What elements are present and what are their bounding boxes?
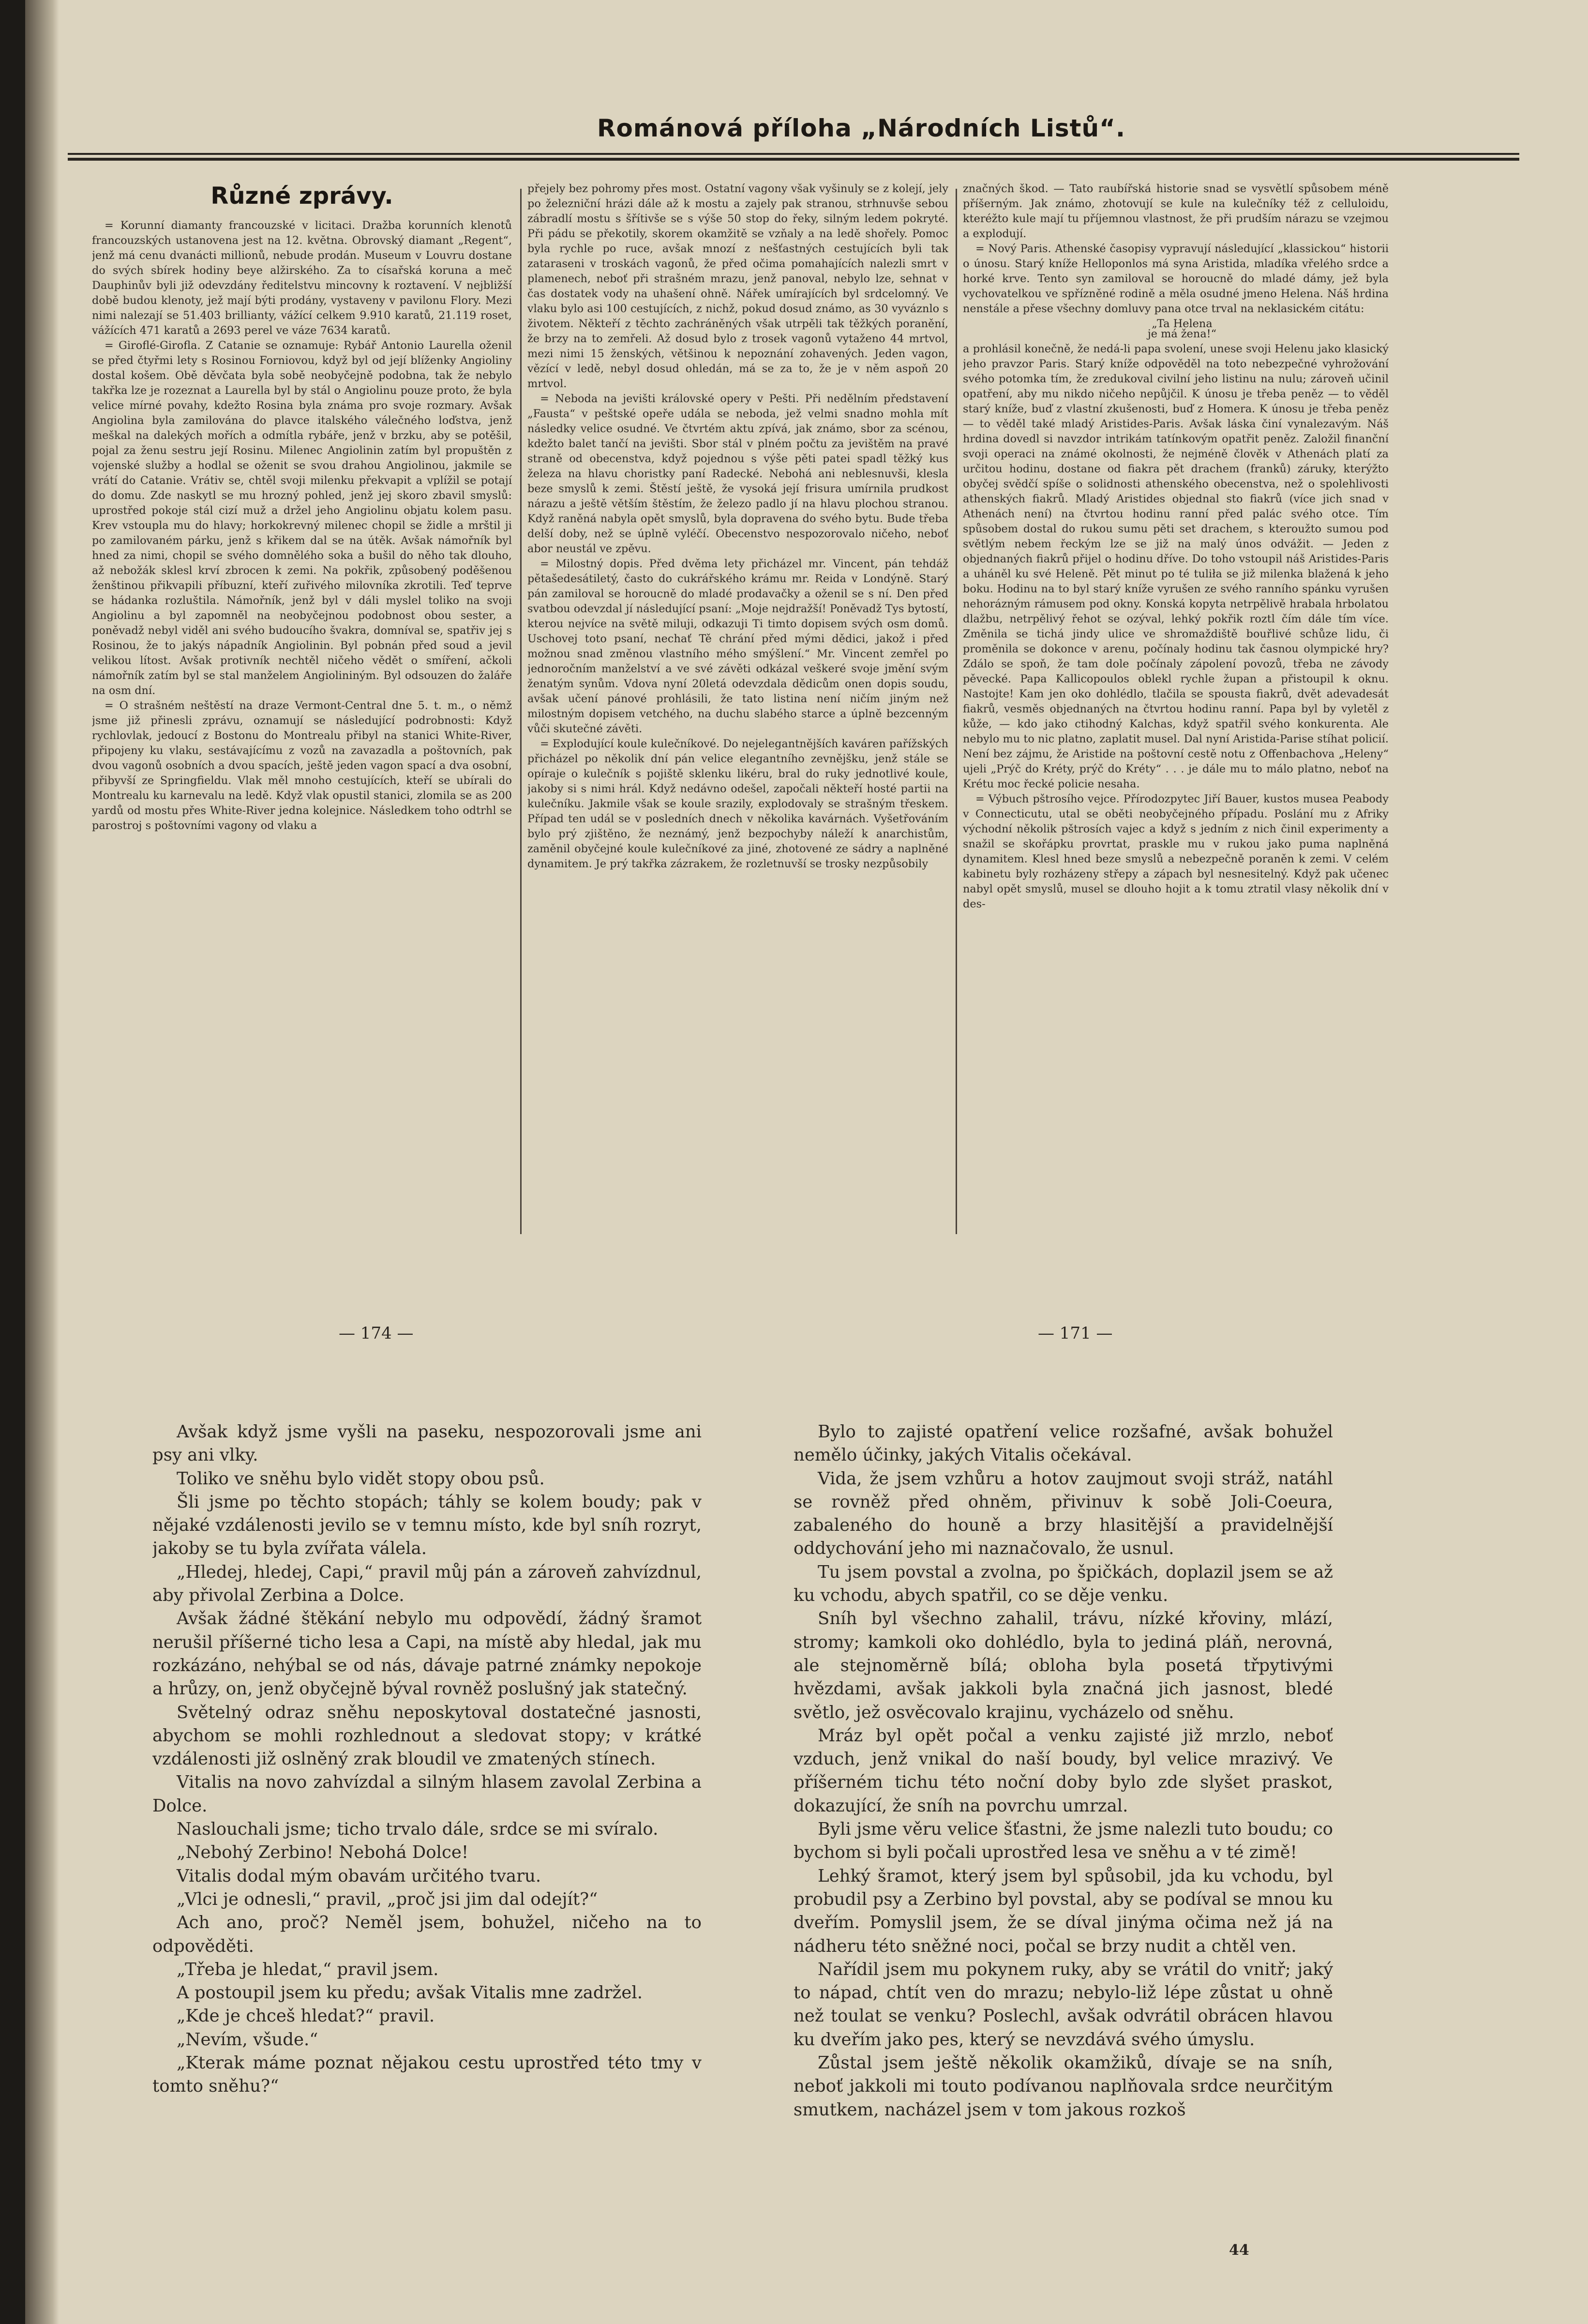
news-item-billiard-cont: značných škod. — Tato raubířská historie snad se vysvětlí spůsobem méně příšerným. Jak známo, zhotovují se kule na kulečníky též z celluloidu, kteréžto kule mají tu příjemnou vlastnost, že při prudším nárazu se vzejmou a explodují. [963, 182, 1389, 240]
book-paragraph: Ach ano, proč? Neměl jsem, bohužel, ničeho na to odpověděti. [152, 1913, 702, 1956]
news-item-billiard-balls: = Explodující koule kulečníkové. Do nejelegantnějších kaváren pařížských přicházel po několik dní pán velice elegantního zevnějšku, jenž stále se opíraje o kulečník s pojiště sklenku likéru, bral do ruky jednotlivé koule, jakoby si s nimi hrál. Když nedávno odešel, započali někteří hosté partii na kulečníku. Jakmile však se koule srazily, explodovaly se strašným třeskem. Případ ten udál se v posledních dnech v několika kavárnách. Vyšetřováním bylo prý zjištěno, že neznámý, jenž bezpochyby náleží k anarchistům, zaměnil obyčejné koule kulečníkové za jiné, zhotovené ze sádry a naplněné dynamitem. Je prý takřka zázrakem, že rozletnuvší se trosky nezpůsobily [527, 738, 948, 870]
book-paragraph: A postoupil jsem ku předu; avšak Vitalis mne zadržel. [177, 1983, 643, 2003]
news-item-new-paris-cont: a prohlásil konečně, že nedá-li papa svolení, unese svoji Helenu jako klasický jeho pravzor Paris. Starý kníže odpověděl na toto nebezpečné vyhrožování svého potomka tím, že zredukoval civilní jeho listinu na nulu; zároveň učinil opatření, aby mu nikdo ničeho nepůjčil. K únosu je třeba peněz — to věděl starý kníže, buď z vlastní zkušenosti, buď z Homera. K únosu je třeba peněz — to věděl také mladý Aristides-Paris. Avšak láska činí vynalezavým. Náš hrdina dovedl si navzdor intrikám tatínkovým opatřit peněz. Založil finanční svoji operaci na známé okolnosti, že nejméně člověk v Athenách platí za určitou hodinu, dostane od fiakra pět drachem (franků) záruky, kterýžto obyčej svědčí spíše o solidnosti athenského obecenstva, než o spolehlivosti athenských fiakrů. Mladý Aristides objednal sto fiakrů (více jich snad v Athenách není) na čtvrtou hodinu ranní před palác svého otce. Tím spůsobem dostal do rukou sumu pěti set drachem, s kteroužto sumou pod světlým nebem řeckým lze se již na malý únos odvážit. — Jeden z objednaných fiakrů přijel o hodinu dříve. Do toho vstoupil náš Aristides-Paris a uháněl ku své Heleně. Pět minut po té tuliła se již milenka blažená k jeho boku. Hodinu na to byl starý kníže vyrušen ze svého ranního spánku vyrušen nehorázným rámusem pod okny. Konská kopyta netrpělivě hrabala hrbolatou dlažbu, netrpělivý řehot se ozýval, lehký pokřik roztl čím dále tím více. Změnila se tichá jindy ulice ve shromaždiště bouřlivé schůze lidu, či proměnila se dokonce v arenu, počínaly hodinu tak časnou olympické hry? Zdálo se spoň, že tam dole počínaly zápolení povozů, třeba ne závody pěvecké. Papa Kallicopoulos oblekl rychle župan a přistoupil k oknu. Nastojte! Kam jen oko dohlédlo, tlačila se spousta fiakrů, dvět adevadesát fiakrů, vesměs objednaných na čtvrtou hodinu ranní. Papa byl by vyletěl z kůže, — kdo jako ctihodný Kalchas, když spatřil svého konkurenta. Ale nebylo mu to nic platno, zaplatit musel. Dal nyní Aristida-Parise stíhat policií. Není bez zájmu, že Aristide na poštovní cestě notu z Offenbachova „Heleny“ ujeli „Prýč do Kréty, prýč do Kréty“ . . . je dále mu to málo platno, neboť na Krétu moc řecké policie nesaha. [963, 343, 1389, 790]
sheet-number: 44 [1229, 2242, 1249, 2259]
book-paragraph: Zůstal jsem ještě několik okamžiků, dívaje se na sníh, neboť jakkoli mi touto podívanou naplňovala srdce neurčitým smutkem, nacházel jsem v tom jakous rozkoš [794, 2053, 1333, 2120]
news-item-new-paris: = Nový Paris. Athenské časopisy vypravují následující „klassickou“ historii o únosu. Starý kníže Helloponlos má syna Aristida, mladíka vřelého srdce a horké krve. Tento syn zamiloval se horoucně do mladé dámy, jež byla vychovatelkou ve spřízněné rodině a měla osudné jmeno Helena. Náš hrdina nenstále a přese všechny domluvy pana otce trval na neklasickém citátu: [963, 242, 1389, 315]
book-paragraph: Mráz byl opět počal a venku zajisté již mrzlo, neboť vzduch, jenž vnikal do naší boudy, byl velice mrazivý. Ve příšerném tichu této noční doby bylo zde slyšet praskot, dokazující, že sníh na povrchu umrzal. [794, 1725, 1333, 1816]
news-item-train-accident-cont: přejely bez pohromy přes most. Ostatní vagony však vyšinuly se z kolejí, jely po železniční hrázi dále až k mostu a zajely pak stranou, strhnuvše sebou zábradlí mostu s šřítivše se s výše 50 stop do řeky, silným ledem pokryté. Při pádu se překotily, skorem okamžitě se vzňaly a na ledě shořely. Pomoc byla rychle po ruce, avšak mnozí z nešťastných cestujících byli tak zataraseni v troskách vagonů, že před očima pomahajících nalezli smrt v plamenech, neboť při strašném mrazu, jenž panoval, nebylo lze, sehnat v čas dostatek vody na uhašení ohně. Nářek umírajících byl srdcelomný. Ve vlaku bylo asi 100 cestujících, z nichž, pokud dosud známo, as 30 vyváznlo s životem. Někteří z těchto zachráněných však utrpěli tak těžkých poranění, že brzy na to zemřeli. Až dosud bylo z trosek vagonů vytaženo 44 mrtvol, mezi nimi 15 ženských, většinou k nepoznání zohavených. Jeden vagon, vězící v ledě, nebyl dosud ohledán, má se za to, že je v něm aspoň 20 mrtvol. [527, 182, 948, 390]
book-paragraph: „Hledej, hledej, Capi,“ pravil můj pán a zároveň zahvízdnul, aby přivolal Zerbina a Dolce. [152, 1562, 702, 1606]
news-item-love-letter: = Milostný dopis. Před dvěma lety přicházel mr. Vincent, pán tehdáž pětašedesátiletý, často do cukrářského krámu mr. Reida v Londýně. Starý pán zamiloval se horoucně do mladé prodavačky a oženil se s ní. Den před svatbou odevzdal jí následující psaní: „Moje nejdražší! Poněvadž Tys bytostí, kterou nejvíce na světě miluji, odkazuji Ti timto dopisem svých osm domů. Uschovej toto psaní, nechať Tě chrání před mými dědici, jakož i před možnou snad změnou vlastního mého smýšlení.“ Mr. Vincent zemřel po jednoročním manželství a ve své závěti odkázal veškeré svoje jmění svým ženatým synům. Vdova nyní 20letá odevzdala dědicům onen dopis soudu, avšak učení pánové prohlásili, že tato listina není ničím jiným než milostným dopisem vetchého, na duchu slabého starce a úplně bezcenným vůči skutečné závěti. [527, 558, 948, 735]
book-paragraph: Avšak když jsme vyšli na paseku, nespozorovali jsme ani psy ani vlky. [152, 1422, 702, 1465]
page-binding-shadow [25, 0, 59, 2324]
book-paragraph: „Vlci je odnesli,“ pravil, „proč jsi jim dal odejít?“ [177, 1889, 598, 1909]
book-paragraph: Šli jsme po těchto stopách; táhly se kolem boudy; pak v nějaké vzdálenosti jevilo se v temnu místo, kde byl sníh rozryt, jakoby se tu byla zvířata válela. [152, 1492, 702, 1559]
book-paragraph: „Třeba je hledat,“ pravil jsem. [177, 1959, 439, 1979]
book-paragraph: Tu jsem povstal a zvolna, po špičkách, doplazil jsem se až ku vchodu, abych spatřil, co se děje venku. [794, 1562, 1333, 1606]
column-1 [92, 181, 512, 1270]
column-divider-2 [956, 189, 957, 1234]
book-paragraph: „Kde je chceš hledat?“ pravil. [177, 2006, 435, 2026]
header-rule-top [68, 153, 1519, 155]
news-item-diamonds: = Korunní diamanty francouzské v licitaci. Dražba korunních klenotů francouzských ustanovena jest na 12. května. Obrovský diamant „Regent“, jenž má cenu dvanácti millionů, nebude prodán. Museum v Louvru dostane do svých sbírek hodiny beye alžirského. Za to císařská koruna a meč Dauphinův byli již odevzdány ředitelstvu mincovny k roztavení. V nejbližší době budou klenoty, jež mají býti prodány, vystaveny v pavilonu Flory. Mezi nimi nalezají se 51.403 brillianty, vážící celkem 9.910 karatů, 21.119 roset, vážících 471 karatů a 2693 perel ve váze 7634 karatů. [92, 219, 512, 337]
book-paragraph: Vitalis na novo zahvízdal a silným hlasem zavolal Zerbina a Dolce. [152, 1772, 702, 1816]
book-paragraph: Avšak žádné štěkání nebylo mu odpovědí, žádný šramot nerušil příšerné ticho lesa a Capi, na místě aby hledal, jak mu rozkázáno, nehýbal se od nás, dávaje patrné známky nepokoje a hrůzy, on, jenž obyčejně býval rovněž poslušný jak statečný. [152, 1609, 702, 1699]
book-paragraph: Sníh byl všechno zahalil, trávu, nízké křoviny, mlází, stromy; kamkoli oko dohlédlo, byla to jediná pláň, nerovná, ale stejnoměrně bílá; obloha byla posetá třpytivými hvězdami, avšak jakkoli byla značná jich jasnost, bledé světlo, jež osvěcovalo krajinu, vycházelo od sněhu. [794, 1609, 1333, 1722]
news-item-girofle: = Giroflé-Girofla. Z Catanie se oznamuje: Rybář Antonio Laurella oženil se před čtyřmi lety s Rosinou Forniovou, když byl od její blíženky Angioliny dostal košem. Obě děvčata byla sobě neobyčejně podobna, tak že nebylo takřka lze je rozeznat a Laurella byl by stál o Angiolinu pouze proto, že byla velice mírné povahy, kdežto Rosina byla známa pro svoje rozmary. Avšak Angiolina byla zamilována do plavce italského válečného loďstva, jenž meškal na dalekých mořích a odmítla rybáře, jenž v brzku, aby se potěšil, pojal za ženu sestru její Rosinu. Milenec Angiolinin zatím byl propuštěn z vojenské služby a hodlal se oženit se svou drahou Angiolinou, jakmile se vrátí do Catanie. Vrátiv se, chtěl svoji milenku překvapit a vplížil se potají do domu. Zde naskytl se mu hrozný pohled, jenž jej skoro zbavil smyslů: uprostřed pokoje stál cizí muž a držel jeho Angiolinu objatu kolem pasu. Krev vstoupla mu do hlavy; horkokrevný milenec chopil se židle a mrštil ji po zamilovaném párku, jenž s křikem dal se na útěk. Avšak námořník byl hned za nimi, chopil se svého domnělého soka a bušil do něho tak dlouho, až nebožák sklesl krví zbrocen k zemi. Na pokřik, způsobený poděšenou ženštinou přikvapili příbuzní, kteří zuřivého milovníka zkrotili. Teď teprve se hádanka rozluštila. Námořník, jenž byl v dáli myslel toliko na svoji Angiolinu a byl zapomněl na neobyčejnou podobnost obou sester, a poněvadž nebyl viděl ani svého budoucího švakra, domníval se, spatřiv jej s Rosinou, že to jakýs nápadník Angiolinin. Byl pobnán před soud a jevil velikou lítost. Avšak protivník nechtěl ničeho vědět o smíření, ačkoli námořník zatím byl se stal manželem Angiolininým. Byl odsouzen do žaláře na osm dní. [92, 339, 512, 697]
section-heading: Různé zprávy. [210, 182, 393, 210]
page-number-right: — 171 — [1038, 1324, 1113, 1343]
book-paragraph: Naslouchali jsme; ticho trvalo dále, srdce se mi svíralo. [177, 1819, 659, 1840]
verse-line-1: „Ta Helena [1152, 317, 1213, 330]
verse-line-2: je má žena!“ [1147, 328, 1217, 340]
page-number-left: — 174 — [339, 1324, 414, 1343]
column-divider-1 [520, 189, 522, 1234]
book-paragraph: „Nevím, všude.“ [177, 2029, 318, 2050]
book-paragraph: Lehký šramot, který jsem byl spůsobil, jda ku vchodu, byl probudil psy a Zerbino byl povstal, aby se podíval se mnou ku dveřím. Pomyslil jsem, že se díval jinýma očima než já na nádheru této sněžné noci, počal se brzy nudit a chtěl ven. [794, 1866, 1333, 1956]
column-3 [963, 181, 1389, 1270]
news-item-ostrich-egg: = Výbuch pštrosího vejce. Přírodozpytec Jiří Bauer, kustos musea Peabody v Connecticutu, utal se oběti neobyčejného případu. Poslání mu z Afriky východní několik pštrosích vajec a když s jedním z nich činil experimenty a snažil se skořápku provrtat, praskle mu v rukou jako puma naplněná dynamitem. Klesl hned beze smyslů a nebezpečně poraněn k zemi. V celém kabinetu byly rozházeny střepy a zápach byl nesnesitelný. Když pak učenec nabyl opět smyslů, musel se dlouho hojit a k tomu ztratil vlasy několik dní v des- [963, 793, 1389, 910]
book-paragraph: Vitalis dodal mým obavám určitého tvaru. [177, 1866, 541, 1886]
book-paragraph: Vida, že jsem vzhůru a hotov zaujmout svoji stráž, natáhl se rovněž před ohněm, přivinuv k sobě Joli-Coeura, zabaleného do houně a brzy hlasitější a pravidelnější oddychování jeho mi naznačovalo, že usnul. [794, 1468, 1333, 1559]
news-item-opera-accident: = Neboda na jevišti královské opery v Pešti. Při nedělním představení „Fausta“ v peštské opeře udála se neboda, jež velmi snadno mohla mít následky velice osudné. Ve čtvrtém aktu zpívá, jak známo, sbor za scénou, kdežto balet tančí na jevišti. Sbor stál v plném počtu za jevištěm na pravé straně od obecenstva, když pojednou s výše pěti patei spadl těžký kus železa na hlavu choristky paní Radecké. Nebohá ani neblesnuvši, klesla beze smyslů k zemi. Štěstí ještě, že vysoká její frisura umírnila prudkost nárazu a ještě větším štěstím, že železo padlo jí na hlavu plochou stranou. Když raněná nabyla opět smyslů, byla dopravena do svého bytu. Bude třeba delší doby, než se úplně vyléčí. Obecenstvo nespozorovalo ničeho, neboť abor neustál ve zpěvu. [527, 392, 948, 555]
book-paragraph: „Nebohý Zerbino! Nebohá Dolce! [177, 1842, 469, 1863]
page-header-title: Románová příloha „Národních Listů“. [597, 114, 1125, 142]
book-paragraph: Byli jsme věru velice šťastni, že jsme nalezli tuto boudu; co bychom si byli počali uprostřed lesa ve sněhu a v té zimě! [794, 1819, 1333, 1863]
book-page-left [152, 1420, 702, 2272]
book-paragraph: Světelný odraz sněhu neposkytoval dostatečné jasnosti, abychom se mohli rozhlednout a sledovat stopy; v krátké vzdálenosti již oslněný zrak bloudil ve zmatených stínech. [152, 1702, 702, 1769]
book-paragraph: Toliko ve sněhu bylo vidět stopy obou psů. [177, 1468, 545, 1489]
book-paragraph: „Kterak máme poznat nějakou cestu uprostřed této tmy v tomto sněhu?“ [152, 2053, 702, 2097]
book-paragraph: Bylo to zajisté opatření velice rozšafné, avšak bohužel nemělo účinky, jakých Vitalis očekával. [794, 1422, 1333, 1465]
news-item-train-accident: = O strašném neštěstí na draze Vermont-Central dne 5. t. m., o němž jsme již přinesli zprávu, oznamují se následující podrobnosti: Když rychlovlak, jedoucí z Bostonu do Montrealu přibyl na stanici White-River, připojeny ku vlaku, sestávajícímu z vozů na zavazadla a poštovních, pak dvou vagonů osobních a dvou spacích, ještě jeden vagon spací a dva osobní, přibyvší ze Springfieldu. Vlak měl mnoho cestujících, kteří se ubírali do Montrealu ku karnevalu na ledě. Když vlak opustil stanici, zlomila se as 200 yardů od mostu přes White-River jedna kolejnice. Následkem toho odtrhl se parostroj s poštovními vagony od vlaku a [92, 699, 512, 832]
book-paragraph: Nařídil jsem mu pokynem ruky, aby se vrátil do vnitř; jaký to nápad, chtít ven do mrazu; nebylo-liž lépe zůstat u ohně než toulat se venku? Poslechl, avšak odvrátil obrácen hlavou ku dveřím jako pes, který se nevzdává svého úmyslu. [794, 1959, 1333, 2050]
book-page-right [794, 1420, 1333, 2272]
header-rule-bottom [68, 158, 1519, 161]
column-2 [527, 181, 948, 1270]
